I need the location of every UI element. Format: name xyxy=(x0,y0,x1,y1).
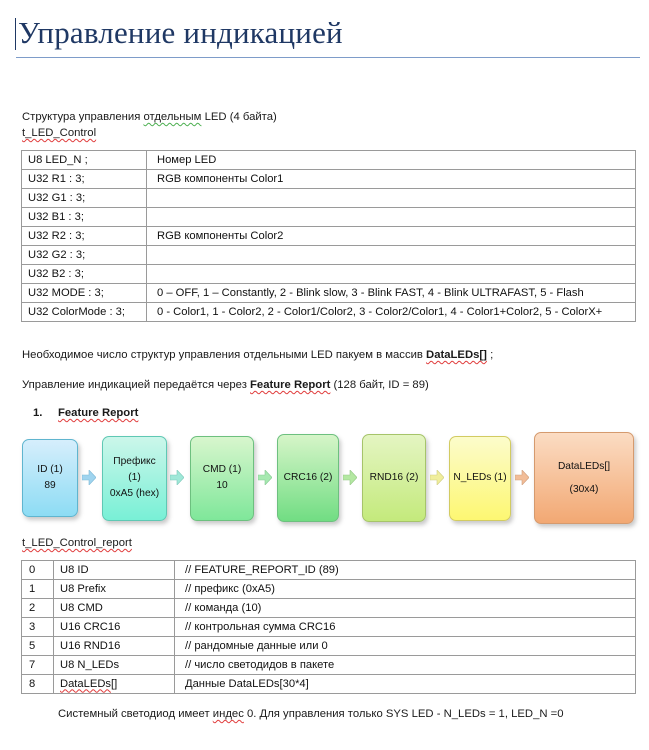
flow-box-cmd xyxy=(190,436,254,521)
footer-note-highlight: индес xyxy=(212,708,244,720)
struct-field: U32 MODE : 3; xyxy=(22,284,147,303)
table-row xyxy=(22,227,636,246)
footer-note xyxy=(58,708,564,720)
report-table xyxy=(21,560,636,694)
struct-comment: RGB компоненты Color1 xyxy=(147,170,636,189)
flow-arrow-icon xyxy=(170,470,184,485)
report-offset: 7 xyxy=(22,656,54,675)
flow-box-line: 0xA5 (hex) xyxy=(109,487,160,499)
report-comment: // число светодидов в пакете xyxy=(175,656,636,675)
struct-comment: 0 - Color1, 1 - Color2, 2 - Color1/Color2, 3 - Color2/Color1, 4 - Color1+Color2, 5 - ColorX+ xyxy=(147,303,636,322)
flow-arrow-icon xyxy=(82,470,96,485)
table-row xyxy=(22,561,636,580)
feature-report-note-post: (128 байт, ID = 89) xyxy=(330,379,429,391)
array-note xyxy=(22,348,493,363)
table-row xyxy=(22,284,636,303)
table-row xyxy=(22,189,636,208)
struct-field: U32 B2 : 3; xyxy=(22,265,147,284)
report-field: U16 RND16 xyxy=(54,637,175,656)
flow-box-line: (1) xyxy=(128,472,141,484)
struct-comment xyxy=(147,208,636,227)
report-struct-name: t_LED_Control_report xyxy=(22,537,132,549)
text-caret xyxy=(15,18,16,50)
flow-arrow-icon xyxy=(430,470,444,485)
intro-line-1 xyxy=(22,110,277,125)
report-field: U16 CRC16 xyxy=(54,618,175,637)
feature-report-note xyxy=(22,378,429,393)
flow-arrow-icon xyxy=(515,470,529,485)
report-field: U8 ID xyxy=(54,561,175,580)
list-item-number: 1. xyxy=(33,407,43,419)
table-row xyxy=(22,656,636,675)
flow-box-line: ID (1) xyxy=(37,464,63,476)
report-table-body xyxy=(22,561,636,694)
flow-box-line: CRC16 (2) xyxy=(283,472,333,484)
footer-note-post: 0. Для управления только SYS LED - N_LEDs = 1, LED_N =0 xyxy=(243,708,564,720)
table-row xyxy=(22,265,636,284)
table-row xyxy=(22,618,636,637)
struct-field: U8 LED_N ; xyxy=(22,151,147,170)
struct-comment: Номер LED xyxy=(147,151,636,170)
report-field: U8 N_LEDs xyxy=(54,656,175,675)
table-row xyxy=(22,208,636,227)
feature-report-term: Feature Report xyxy=(250,379,331,391)
report-comment: // FEATURE_REPORT_ID (89) xyxy=(175,561,636,580)
report-comment: // префикс (0xA5) xyxy=(175,580,636,599)
table-row xyxy=(22,637,636,656)
page-header xyxy=(16,16,640,58)
struct-comment: 0 – OFF, 1 – Constantly, 2 - Blink slow, 3 - Blink FAST, 4 - Blink ULTRAFAST, 5 - Flash xyxy=(147,284,636,303)
flow-box-id xyxy=(22,439,78,517)
feature-report-flow-diagram xyxy=(22,432,634,524)
array-note-post: ; xyxy=(486,349,494,361)
title-divider xyxy=(16,57,640,58)
table-row xyxy=(22,151,636,170)
report-offset: 5 xyxy=(22,637,54,656)
report-comment: Данные DataLEDs[30*4] xyxy=(175,675,636,694)
report-field: U8 CMD xyxy=(54,599,175,618)
table-row xyxy=(22,580,636,599)
flow-box-line: Префикс xyxy=(113,456,156,468)
report-offset: 2 xyxy=(22,599,54,618)
struct-comment xyxy=(147,246,636,265)
report-offset: 8 xyxy=(22,675,54,694)
flow-box-line: N_LEDs (1) xyxy=(453,472,507,484)
feature-report-note-pre: Управление индикацией передаётся через xyxy=(22,379,251,391)
report-offset: 0 xyxy=(22,561,54,580)
struct-comment xyxy=(147,265,636,284)
report-offset: 3 xyxy=(22,618,54,637)
flow-box-line: RND16 (2) xyxy=(369,472,419,484)
report-comment: // команда (10) xyxy=(175,599,636,618)
flow-box-crc16 xyxy=(277,434,339,522)
struct-field: U32 ColorMode : 3; xyxy=(22,303,147,322)
flow-box-line: 10 xyxy=(216,480,228,491)
struct-table xyxy=(21,150,636,322)
report-comment: // контрольная сумма CRC16 xyxy=(175,618,636,637)
struct-field: U32 R2 : 3; xyxy=(22,227,147,246)
page-title: Управление индикацией xyxy=(18,15,343,50)
flow-box-line: (30x4) xyxy=(569,483,599,495)
struct-field: U32 G1 : 3; xyxy=(22,189,147,208)
flow-box-rnd16 xyxy=(362,434,426,522)
struct-field: U32 G2 : 3; xyxy=(22,246,147,265)
flow-box-line: DataLEDs[] xyxy=(557,460,611,472)
table-row xyxy=(22,675,636,694)
footer-note-pre: Системный светодиод имеет xyxy=(58,708,213,720)
flow-box-line: 89 xyxy=(44,480,56,491)
report-offset: 1 xyxy=(22,580,54,599)
intro-line-1-post: LED (4 байта) xyxy=(201,111,277,123)
struct-comment: RGB компоненты Color2 xyxy=(147,227,636,246)
intro-line-1-highlight: отдельным xyxy=(143,111,202,123)
table-row xyxy=(22,246,636,265)
report-comment: // рандомные данные или 0 xyxy=(175,637,636,656)
table-row xyxy=(22,599,636,618)
flow-arrow-icon xyxy=(258,470,272,485)
table-row xyxy=(22,170,636,189)
array-note-pre: Необходимое число структур управления отдельными LED пакуем в массив xyxy=(22,349,427,361)
struct-table-body xyxy=(22,151,636,322)
report-field: U8 Prefix xyxy=(54,580,175,599)
report-field: DataLEDs[] xyxy=(54,675,175,694)
array-note-symbol: DataLEDs[] xyxy=(426,349,487,361)
intro-struct-name: t_LED_Control xyxy=(22,127,97,139)
struct-field: U32 B1 : 3; xyxy=(22,208,147,227)
flow-box-dataleds xyxy=(534,432,634,524)
flow-arrow-icon xyxy=(343,470,357,485)
struct-comment xyxy=(147,189,636,208)
intro-line-1-pre: Структура управления xyxy=(22,111,144,123)
table-row xyxy=(22,303,636,322)
struct-field: U32 R1 : 3; xyxy=(22,170,147,189)
flow-box-line: CMD (1) xyxy=(202,464,242,476)
list-item-feature-report: Feature Report xyxy=(58,407,139,419)
flow-box-prefix xyxy=(102,436,167,521)
flow-box-n-leds xyxy=(449,436,511,521)
